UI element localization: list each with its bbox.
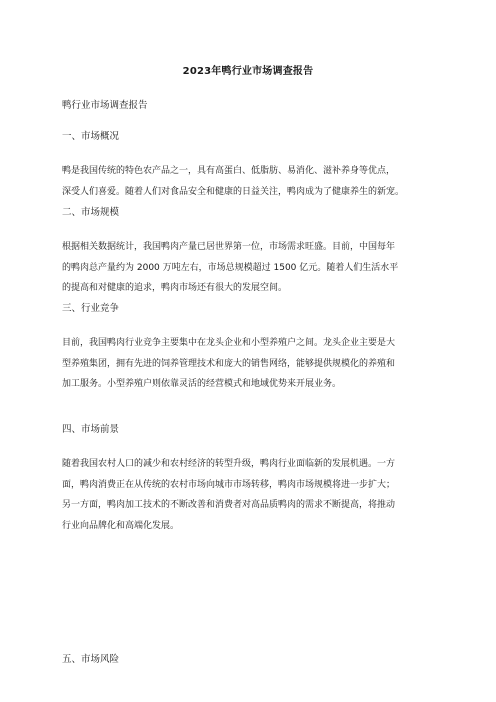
paragraph-line: 目前，我国鸭肉行业竞争主要集中在龙头企业和小型养殖户之间。龙头企业主要是大	[62, 338, 396, 348]
section-heading: 五、市场风险	[62, 654, 120, 665]
section-paragraph	[62, 161, 442, 202]
paragraph-line: 另一方面，鸭肉加工技术的不断改善和消费者对高品质鸭肉的需求不断提高，将推动	[62, 500, 396, 510]
section-paragraph	[62, 237, 442, 299]
section-heading: 二、市场规模	[62, 207, 120, 218]
paragraph-line: 鸭是我国传统的特色农产品之一，具有高蛋白、低脂肪、易消化、滋补养身等优点，	[62, 166, 396, 176]
paragraph-line: 根据相关数据统计，我国鸭肉产量已居世界第一位，市场需求旺盛。目前，中国每年	[62, 242, 396, 252]
paragraph-line: 随着我国农村人口的减少和农村经济的转型升级，鸭肉行业面临新的发展机遇。一方	[62, 459, 396, 469]
section-heading: 一、市场概况	[62, 131, 120, 142]
section-heading: 四、市场前景	[62, 424, 120, 435]
section-heading: 三、行业竞争	[62, 303, 120, 314]
paragraph-line: 行业向品牌化和高端化发展。	[62, 520, 180, 531]
section-market-outlook	[62, 423, 442, 536]
section-market-risk	[62, 653, 442, 667]
section-paragraph	[62, 333, 442, 395]
section-market-size	[62, 206, 442, 299]
paragraph-line: 面，鸭肉消费正在从传统的农村市场向城市市场转移，鸭肉市场规模将进一步扩大；	[62, 479, 396, 490]
paragraph-line: 的鸭肉总产量约为 2000 万吨左右，市场总规模超过 1500 亿元。随着人们生活水平	[62, 262, 399, 273]
paragraph-line: 的提高和对健康的追求，鸭肉市场还有很大的发展空间。	[62, 283, 288, 293]
document-title: 2023年鸭行业市场调查报告	[182, 66, 314, 77]
document-subtitle: 鸭行业市场调查报告	[62, 100, 148, 111]
section-market-overview	[62, 130, 442, 202]
section-industry-competition	[62, 302, 442, 395]
section-paragraph	[62, 454, 442, 536]
paragraph-line: 深受人们喜爱。随着人们对食品安全和健康的日益关注，鸭肉成为了健康养生的新宠。	[62, 186, 405, 197]
paragraph-line: 型养殖集团，拥有先进的饲养管理技术和庞大的销售网络，能够提供规模化的养殖和	[62, 358, 396, 369]
paragraph-line: 加工服务。小型养殖户则依靠灵活的经营模式和地域优势来开展业务。	[62, 379, 342, 389]
